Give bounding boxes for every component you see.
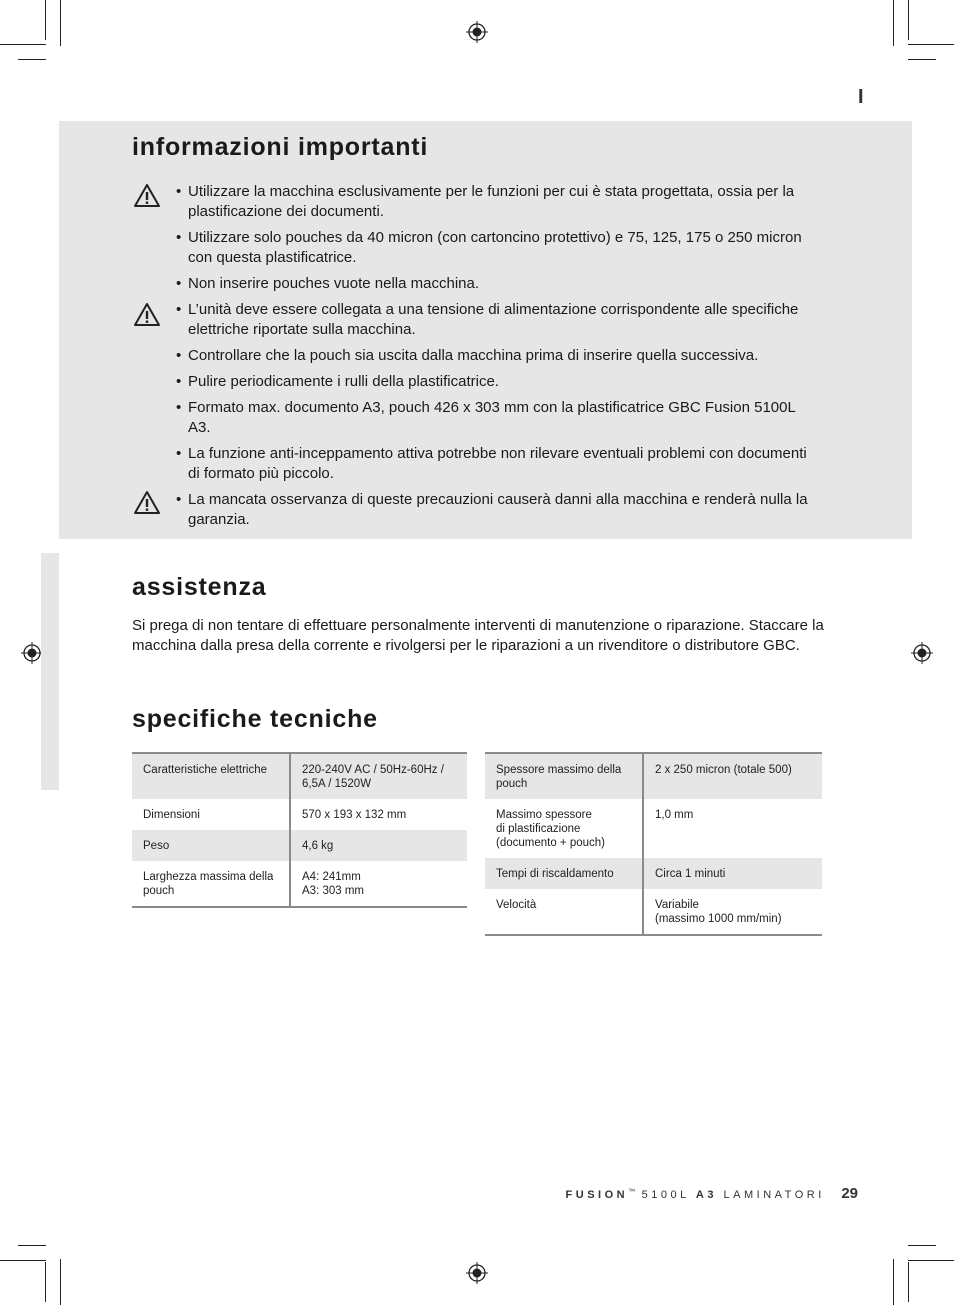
assistance-paragraph: Si prega di non tentare di effettuare personalmente interventi di manutenzione o riparazione. Staccare la macchina dalla presa della corrente e rivolgersi per le riparazioni a un rivenditore o distributore GBC. [132,617,824,654]
list-item: • La mancata osservanza di queste precauzioni causerà danni alla macchina e renderà nulla la garanzia. [176,490,816,530]
warning-icon [133,490,161,515]
warning-icon [133,302,161,327]
crop-mark [908,1260,954,1261]
list-item: • Non inserire pouches vuote nella macchina. [176,274,816,294]
side-tab-strip [41,553,59,790]
spec-value: 1,0 mm [655,809,694,821]
page-footer [566,1185,858,1202]
crop-mark [60,0,61,46]
spec-label: Velocità [485,889,643,935]
table-row [485,753,822,799]
crop-mark [45,1262,46,1302]
table-row [485,799,822,858]
spec-table-right [485,752,822,936]
registration-mark-icon [466,1262,488,1284]
list-item: • Controllare che la pouch sia uscita dalla macchina prima di inserire quella successiva. [176,346,816,366]
registration-mark-icon [21,642,43,664]
footer-brand: FUSION [565,1189,629,1201]
section-title-important-info: informazioni importanti [132,133,429,161]
spec-label: Dimensioni [132,799,290,830]
important-info-list [176,182,816,536]
table-row [132,861,467,907]
spec-label: Massimo spessore di plastificazione (documento + pouch) [485,799,643,858]
crop-mark [0,1260,46,1261]
spec-label: Spessore massimo della pouch [485,753,643,799]
registration-mark-icon [911,642,933,664]
spec-value: 2 x 250 micron (totale 500) [643,753,822,799]
crop-mark [18,1245,46,1246]
spec-value: 4,6 kg [290,830,467,861]
footer-size: A3 [695,1189,717,1201]
crop-mark [0,44,46,45]
table-row [485,858,822,889]
table-row [132,753,467,799]
crop-mark [908,1262,909,1302]
spec-label: Caratteristiche elettriche [132,753,290,799]
spec-value: Circa 1 minuti [643,858,822,889]
page-number: 29 [841,1185,858,1202]
spec-label: Peso [132,830,290,861]
list-item: • Formato max. documento A3, pouch 426 x 303 mm con la plastificatrice GBC Fusion 5100L A3. [176,398,816,438]
spec-value: 570 x 193 x 132 mm [302,809,407,821]
warning-icon [133,183,161,208]
section-title-assistance: assistenza [132,573,267,601]
crop-mark [908,44,954,45]
spec-value: 220-240V AC / 50Hz-60Hz / 6,5A / 1520W [290,753,467,799]
spec-value: A4: 241mm A3: 303 mm [302,871,364,897]
crop-mark [45,0,46,40]
spec-label: Larghezza massima della pouch [132,861,290,907]
crop-mark [18,59,46,60]
crop-mark [60,1259,61,1305]
list-item: • Utilizzare solo pouches da 40 micron (con cartoncino protettivo) e 75, 125, 175 o 250 micron con questa plastificatrice. [176,228,816,268]
footer-trademark: ™ [628,1188,636,1196]
spec-table-left [132,752,467,908]
language-marker: I [858,86,864,108]
crop-mark [893,1259,894,1305]
list-item: • La funzione anti-inceppamento attiva potrebbe non rilevare eventuali problemi con documenti di formato più piccolo. [176,444,816,484]
spec-value: Variabile (massimo 1000 mm/min) [655,899,782,925]
list-item: • Utilizzare la macchina esclusivamente per le funzioni per cui è stata progettata, ossia per la plastificazione dei documenti. [176,182,816,222]
footer-model: 5100L [641,1189,690,1201]
crop-mark [893,0,894,46]
table-row [132,830,467,861]
list-item: • Pulire periodicamente i rulli della plastificatrice. [176,372,816,392]
section-title-specifications: specifiche tecniche [132,705,378,733]
crop-mark [908,1245,936,1246]
list-item: • L’unità deve essere collegata a una tensione di alimentazione corrispondente alle specifiche elettriche riportate sulla macchina. [176,300,816,340]
footer-category: LAMINATORI [723,1189,825,1201]
crop-mark [908,0,909,40]
table-row [485,889,822,935]
spec-label: Tempi di riscaldamento [485,858,643,889]
registration-mark-icon [466,21,488,43]
table-row [132,799,467,830]
crop-mark [908,59,936,60]
